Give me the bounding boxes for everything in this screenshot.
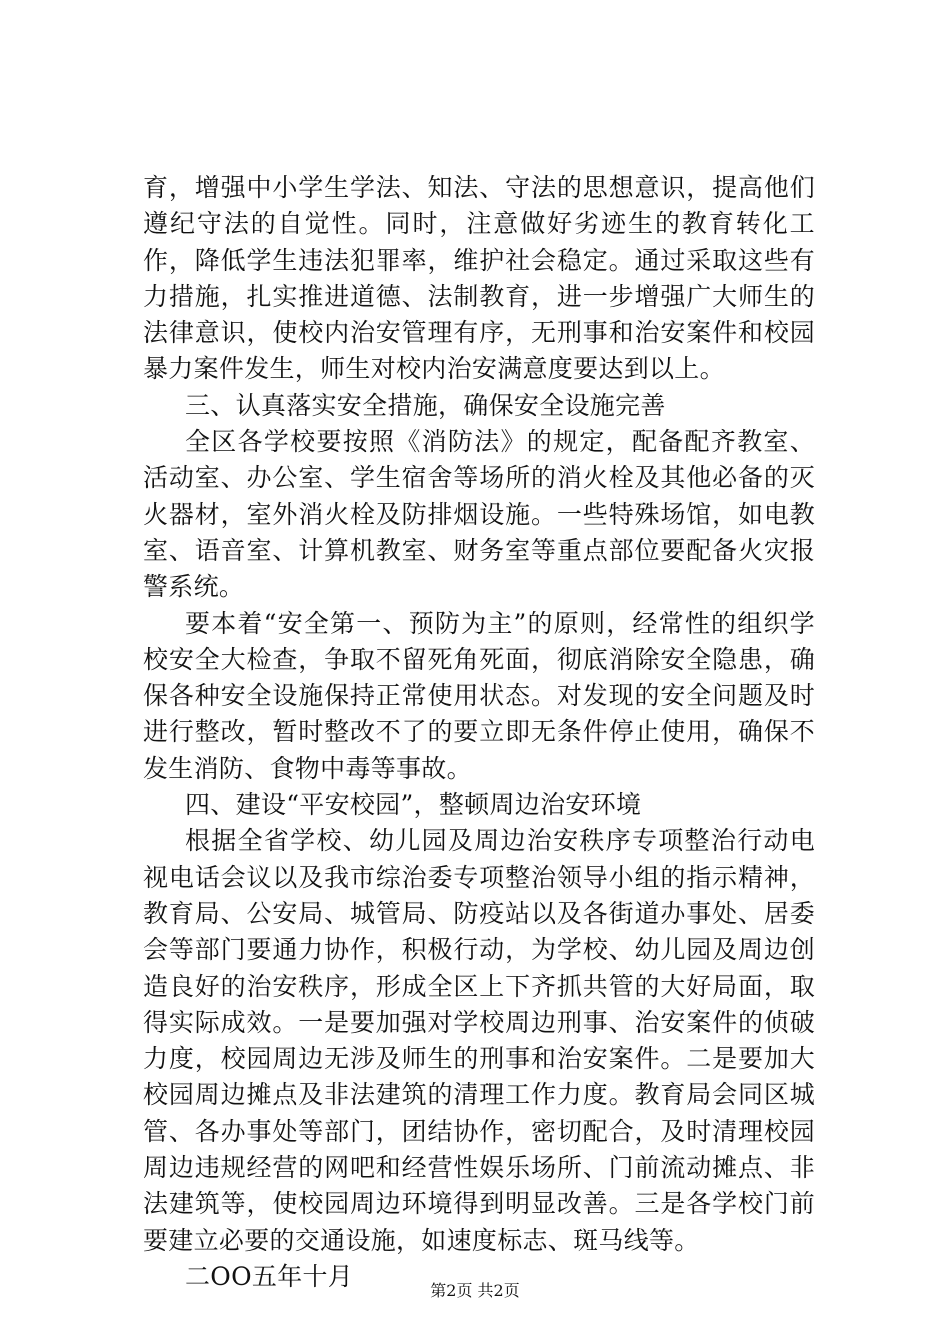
section-heading-3: 三、认真落实安全措施，确保安全设施完善 xyxy=(185,390,666,420)
section-heading-4: 四、建设“平安校园”，整顿周边治安环境 xyxy=(185,790,642,820)
paragraph-continuation: 育，增强中小学生学法、知法、守法的思想意识，提高他们遵纪守法的自觉性。同时，注意做好劣迹生的教育转化工作，降低学生违法犯罪率，维护社会稳定。通过采取这些有力措施，扎实推进道德、法制教育，进一步增强广大师生的法律意识，使校内治安管理有序，无刑事和治安案件和校园暴力案件发生，师生对校内治安满意度要达到以上。 xyxy=(143,173,815,384)
document-body xyxy=(143,170,815,1295)
paragraph-safety-inspection: 要本着“安全第一、预防为主”的原则，经常性的组织学校安全大检查，争取不留死角死面，彻底消除安全隐患，确保各种安全设施保持正常使用状态。对发现的安全问题及时进行整改，暂时整改不了的要立即无条件停止使用，确保不发生消防、食物中毒等事故。 xyxy=(143,608,815,783)
paragraph-campus-environment: 根据全省学校、幼儿园及周边治安秩序专项整治行动电视电话会议以及我市综治委专项整治领导小组的指示精神，教育局、公安局、城管局、防疫站以及各街道办事处、居委会等部门要通力协作，积极行动，为学校、幼儿园及周边创造良好的治安秩序，形成全区上下齐抓共管的大好局面，取得实际成效。一是要加强对学校周边刑事、治安案件的侦破力度，校园周边无涉及师生的刑事和治安案件。二是要加大校园周边摊点及非法建筑的清理工作力度。教育局会同区城管、各办事处等部门，团结协作，密切配合，及时清理校园周边违规经营的网吧和经营性娱乐场所、门前流动摊点、非法建筑等，使校园周边环境得到明显改善。三是各学校门前要建立必要的交通设施，如速度标志、斑马线等。 xyxy=(143,826,815,1255)
document-date: 二OO五年十月 xyxy=(185,1261,354,1291)
paragraph-fire-safety: 全区各学校要按照《消防法》的规定，配备配齐教室、活动室、办公室、学生宿舍等场所的消火栓及其他必备的灭火器材，室外消火栓及防排烟设施。一些特殊场馆，如电教室、语音室、计算机教室、财务室等重点部位要配备火灾报警系统。 xyxy=(143,427,815,602)
page-footer: 第2页 共2页 xyxy=(430,1281,520,1300)
